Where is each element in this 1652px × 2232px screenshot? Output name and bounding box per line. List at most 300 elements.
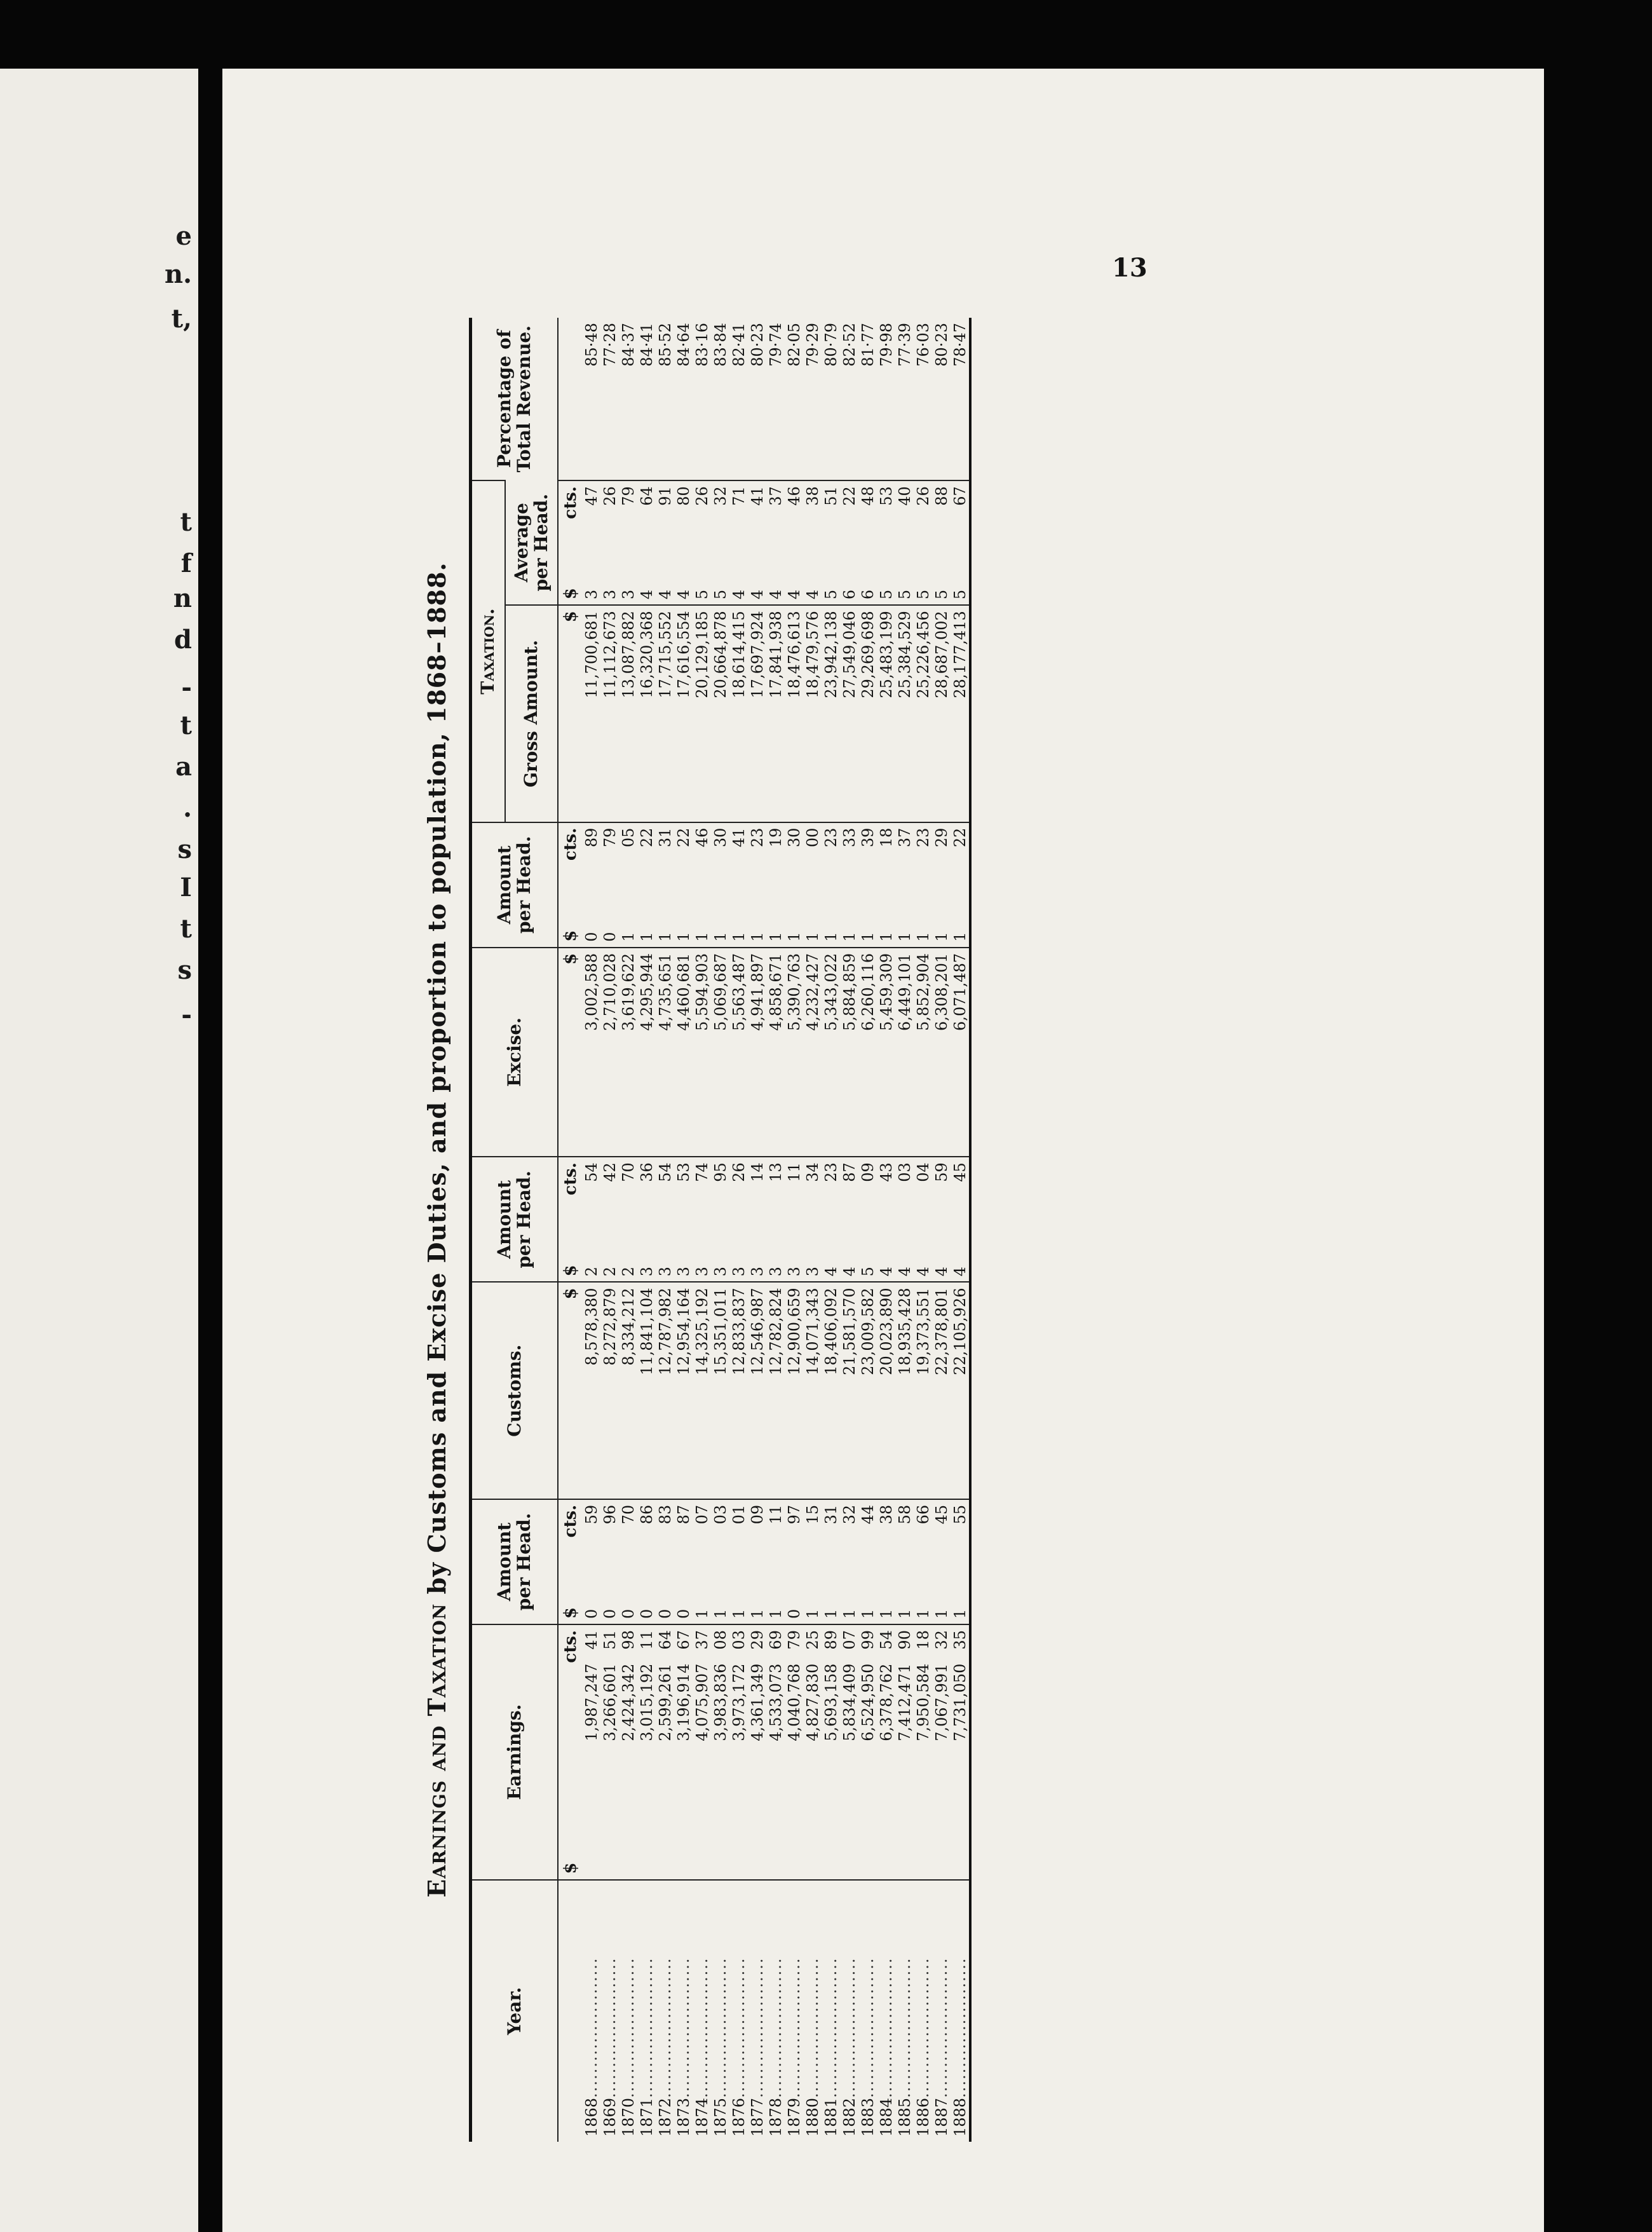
cell-gross-amount: 20,664,878 xyxy=(711,605,729,822)
dollars-value: 0 xyxy=(582,932,600,942)
table-row xyxy=(766,318,785,2142)
cell-earnings-per-head xyxy=(600,1499,619,1624)
table-row xyxy=(877,318,895,2142)
cents-value: 54 xyxy=(877,1630,895,1650)
table-row xyxy=(840,318,858,2142)
cell-excise-per-head xyxy=(711,822,729,948)
dollars-value: 1 xyxy=(748,932,766,942)
cents-value: 66 xyxy=(914,1504,932,1525)
cell-percentage: 85·48 xyxy=(582,323,600,367)
cell-customs-per-head xyxy=(619,1157,637,1282)
cell-excise-per-head xyxy=(637,822,656,948)
units-earnings xyxy=(558,1624,582,1880)
table-row xyxy=(858,318,877,2142)
cents-value: 37 xyxy=(766,486,785,506)
cell-earnings xyxy=(748,1624,766,1880)
table-row xyxy=(895,318,914,2142)
leader-dots: ....................... xyxy=(582,1957,600,2098)
units-gross xyxy=(558,605,582,822)
cell-customs: 12,787,982 xyxy=(656,1282,674,1499)
dollars-value: 3 xyxy=(582,589,600,600)
cell-percentage: 76·03 xyxy=(914,323,932,367)
dollars-value: 7,412,471 xyxy=(895,1663,914,1741)
dollars-value: 1 xyxy=(932,1609,951,1619)
cell-customs: 14,325,192 xyxy=(693,1282,711,1499)
cents-value: 37 xyxy=(895,827,914,848)
cell-year xyxy=(582,1880,600,2142)
cell-customs: 11,841,104 xyxy=(637,1282,656,1499)
year-value: 1878 xyxy=(766,2097,785,2137)
dollars-value: 2,599,261 xyxy=(656,1663,674,1741)
cell-average-per-head xyxy=(785,480,803,605)
cell-gross-amount: 11,112,673 xyxy=(600,605,619,822)
cell-percentage: 84·41 xyxy=(637,323,656,367)
dollars-value: 3 xyxy=(785,1267,803,1277)
cell-customs: 12,546,987 xyxy=(748,1282,766,1499)
cents-value: 99 xyxy=(858,1630,877,1650)
cell-earnings-per-head xyxy=(895,1499,914,1624)
cents-value: 03 xyxy=(895,1162,914,1182)
units-aph xyxy=(558,480,582,605)
cell-percentage: 79·29 xyxy=(803,323,822,367)
dollars-value: 5,834,409 xyxy=(840,1663,858,1741)
cell-customs-per-head xyxy=(600,1157,619,1282)
units-dollar: $ xyxy=(560,1288,580,1300)
cents-value: 48 xyxy=(858,486,877,506)
year-value: 1871 xyxy=(637,2097,656,2137)
cents-value: 54 xyxy=(582,1162,600,1182)
cell-customs: 8,334,212 xyxy=(619,1282,637,1499)
cents-value: 09 xyxy=(748,1504,766,1525)
cents-value: 18 xyxy=(877,827,895,848)
cell-gross-amount: 29,269,698 xyxy=(858,605,877,822)
cell-earnings xyxy=(840,1624,858,1880)
cell-customs-per-head xyxy=(840,1157,858,1282)
cell-average-per-head xyxy=(840,480,858,605)
cell-excise: 6,449,101 xyxy=(895,948,914,1157)
cell-earnings-per-head xyxy=(822,1499,840,1624)
dollars-value: 2 xyxy=(582,1267,600,1277)
dollars-value: 3 xyxy=(619,589,637,600)
cell-earnings xyxy=(711,1624,729,1880)
cell-year xyxy=(637,1880,656,2142)
cell-customs-per-head xyxy=(766,1157,785,1282)
dollars-value: 4 xyxy=(932,1267,951,1277)
left-margin-char: n. xyxy=(164,259,192,289)
header-excise-per-head: Amount per Head. xyxy=(471,822,559,948)
left-page-text-edge xyxy=(0,69,198,2232)
left-margin-char: t, xyxy=(171,304,192,334)
cell-excise: 4,735,651 xyxy=(656,948,674,1157)
cents-value: 40 xyxy=(895,486,914,506)
units-year xyxy=(558,1880,582,2142)
cents-value: 35 xyxy=(951,1630,969,1650)
cell-percentage: 82·52 xyxy=(840,323,858,367)
cell-percentage: 79·98 xyxy=(877,323,895,367)
cell-customs: 14,071,343 xyxy=(803,1282,822,1499)
leader-dots: ....................... xyxy=(822,1957,840,2098)
cell-customs-per-head xyxy=(951,1157,970,1282)
cents-value: 30 xyxy=(785,827,803,848)
cents-value: 46 xyxy=(693,827,711,848)
dollars-value: 1 xyxy=(877,1609,895,1619)
leader-dots: ....................... xyxy=(656,1957,674,2098)
left-margin-char: s xyxy=(177,834,192,864)
cents-value: 00 xyxy=(803,827,822,848)
cell-gross-amount: 28,687,002 xyxy=(932,605,951,822)
cell-customs-per-head xyxy=(674,1157,693,1282)
page-number: 13 xyxy=(1112,253,1148,283)
units-dollar: $ xyxy=(560,588,580,600)
cents-value: 96 xyxy=(600,1504,619,1525)
dollars-value: 1 xyxy=(766,932,785,942)
dollars-value: 1 xyxy=(729,1609,748,1619)
dollars-value: 3 xyxy=(729,1267,748,1277)
left-margin-char: f xyxy=(180,548,192,578)
units-cents: cts. xyxy=(560,1162,580,1195)
dollars-value: 1 xyxy=(951,932,969,942)
cell-excise: 5,852,904 xyxy=(914,948,932,1157)
cell-percentage: 84·64 xyxy=(674,323,693,367)
dollars-value: 1 xyxy=(822,932,840,942)
cell-excise: 5,563,487 xyxy=(729,948,748,1157)
year-value: 1874 xyxy=(693,2097,711,2137)
cell-average-per-head xyxy=(951,480,970,605)
cell-excise: 4,295,944 xyxy=(637,948,656,1157)
cell-customs-per-head xyxy=(858,1157,877,1282)
dollars-value: 5 xyxy=(822,589,840,600)
cell-earnings xyxy=(822,1624,840,1880)
cell-year xyxy=(803,1880,822,2142)
cents-value: 53 xyxy=(877,486,895,506)
year-value: 1868 xyxy=(582,2097,600,2137)
units-cents: cts. xyxy=(560,1630,580,1663)
header-percentage: Percentage of Total Revenue. xyxy=(471,318,559,480)
cents-value: 97 xyxy=(785,1504,803,1525)
cents-value: 70 xyxy=(619,1504,637,1525)
cents-value: 45 xyxy=(932,1504,951,1525)
dollars-value: 4 xyxy=(637,589,656,600)
cell-excise-per-head xyxy=(858,822,877,948)
cents-value: 37 xyxy=(693,1630,711,1650)
dollars-value: 3 xyxy=(748,1267,766,1277)
units-dollar: $ xyxy=(560,953,580,965)
dollars-value: 4,827,830 xyxy=(803,1663,822,1741)
dollars-value: 1 xyxy=(803,1609,822,1619)
cell-customs: 8,272,879 xyxy=(600,1282,619,1499)
units-xph xyxy=(558,822,582,948)
dollars-value: 5 xyxy=(877,589,895,600)
cell-earnings-per-head xyxy=(840,1499,858,1624)
cell-gross-amount: 20,129,185 xyxy=(693,605,711,822)
dollars-value: 3 xyxy=(711,1267,729,1277)
dollars-value: 4 xyxy=(674,589,693,600)
cents-value: 01 xyxy=(729,1504,748,1525)
cents-value: 89 xyxy=(822,1630,840,1650)
dollars-value: 1 xyxy=(693,932,711,942)
cell-gross-amount: 17,841,938 xyxy=(766,605,785,822)
left-margin-char: . xyxy=(183,793,192,823)
cell-average-per-head xyxy=(729,480,748,605)
cell-excise-per-head xyxy=(674,822,693,948)
cell-earnings xyxy=(600,1624,619,1880)
cents-value: 41 xyxy=(748,486,766,506)
cell-year xyxy=(748,1880,766,2142)
cents-value: 03 xyxy=(711,1504,729,1525)
cents-value: 07 xyxy=(693,1504,711,1525)
year-value: 1886 xyxy=(914,2097,932,2137)
cents-value: 79 xyxy=(785,1630,803,1650)
year-value: 1888 xyxy=(951,2097,969,2137)
units-customs xyxy=(558,1282,582,1499)
cell-customs: 18,406,092 xyxy=(822,1282,840,1499)
dollars-value: 3 xyxy=(803,1267,822,1277)
table-row xyxy=(711,318,729,2142)
table-row xyxy=(600,318,619,2142)
cents-value: 22 xyxy=(951,827,969,848)
cell-percentage: 79·74 xyxy=(766,323,785,367)
dollars-value: 1 xyxy=(877,932,895,942)
cell-customs-per-head xyxy=(693,1157,711,1282)
cell-year xyxy=(711,1880,729,2142)
dollars-value: 1 xyxy=(656,932,674,942)
year-value: 1869 xyxy=(600,2097,619,2137)
cents-value: 79 xyxy=(600,827,619,848)
cell-earnings-per-head xyxy=(932,1499,951,1624)
cents-value: 19 xyxy=(766,827,785,848)
header-year: Year. xyxy=(471,1880,559,2142)
dollars-value: 3 xyxy=(693,1267,711,1277)
cell-excise: 5,343,022 xyxy=(822,948,840,1157)
cents-value: 51 xyxy=(600,1630,619,1650)
cell-average-per-head xyxy=(914,480,932,605)
cell-gross-amount: 25,384,529 xyxy=(895,605,914,822)
cents-value: 32 xyxy=(711,486,729,506)
leader-dots: ....................... xyxy=(729,1957,748,2098)
cell-earnings xyxy=(674,1624,693,1880)
cell-customs: 19,373,551 xyxy=(914,1282,932,1499)
cell-year xyxy=(914,1880,932,2142)
cell-gross-amount: 16,320,368 xyxy=(637,605,656,822)
cents-value: 34 xyxy=(803,1162,822,1182)
cell-average-per-head xyxy=(656,480,674,605)
cell-customs-per-head xyxy=(729,1157,748,1282)
cell-year xyxy=(822,1880,840,2142)
dollars-value: 6 xyxy=(840,589,858,600)
leader-dots: ....................... xyxy=(637,1957,656,2098)
cents-value: 42 xyxy=(600,1162,619,1182)
leader-dots: ....................... xyxy=(932,1957,951,2098)
cell-earnings-per-head xyxy=(674,1499,693,1624)
leader-dots: ....................... xyxy=(711,1957,729,2098)
cell-excise-per-head xyxy=(803,822,822,948)
cell-year xyxy=(766,1880,785,2142)
leader-dots: ....................... xyxy=(914,1957,932,2098)
left-margin-char: n xyxy=(173,583,192,613)
dollars-value: 6,524,950 xyxy=(858,1663,877,1741)
cents-value: 79 xyxy=(619,486,637,506)
dollars-value: 5 xyxy=(711,589,729,600)
dollars-value: 0 xyxy=(600,1609,619,1619)
year-value: 1885 xyxy=(895,2097,914,2137)
leader-dots: ....................... xyxy=(895,1957,914,2098)
cell-average-per-head xyxy=(674,480,693,605)
cell-percentage: 80·23 xyxy=(932,323,951,367)
units-dollar: $ xyxy=(560,1862,580,1874)
cell-customs-per-head xyxy=(895,1157,914,1282)
year-value: 1873 xyxy=(674,2097,693,2137)
table-row xyxy=(803,318,822,2142)
cell-excise-per-head xyxy=(748,822,766,948)
dollars-value: 0 xyxy=(674,1609,693,1619)
leader-dots: ....................... xyxy=(600,1957,619,2098)
rotated-table-block xyxy=(423,318,1217,2142)
dollars-value: 0 xyxy=(600,932,619,942)
units-eph xyxy=(558,1499,582,1624)
dollars-value: 4 xyxy=(803,589,822,600)
cell-earnings-per-head xyxy=(766,1499,785,1624)
dollars-value: 1 xyxy=(914,1609,932,1619)
cell-average-per-head xyxy=(895,480,914,605)
cell-percentage: 77·28 xyxy=(600,323,619,367)
left-margin-char: - xyxy=(181,1000,192,1030)
cents-value: 51 xyxy=(822,486,840,506)
cents-value: 18 xyxy=(914,1630,932,1650)
cell-earnings-per-head xyxy=(729,1499,748,1624)
leader-dots: ....................... xyxy=(840,1957,858,2098)
cents-value: 71 xyxy=(729,486,748,506)
dollars-value: 5 xyxy=(914,589,932,600)
left-margin-char: d xyxy=(174,625,192,655)
cents-value: 32 xyxy=(932,1630,951,1650)
table-title-prefix: Earnings and Taxation xyxy=(423,1603,451,1898)
cell-earnings xyxy=(693,1624,711,1880)
dollars-value: 1 xyxy=(951,1609,969,1619)
cell-year xyxy=(729,1880,748,2142)
cents-value: 11 xyxy=(785,1162,803,1182)
cents-value: 43 xyxy=(877,1162,895,1182)
dollars-value: 5,693,158 xyxy=(822,1663,840,1741)
cents-value: 38 xyxy=(877,1504,895,1525)
cents-value: 69 xyxy=(766,1630,785,1650)
cents-value: 32 xyxy=(840,1504,858,1525)
cell-gross-amount: 17,715,552 xyxy=(656,605,674,822)
dollars-value: 5 xyxy=(895,589,914,600)
header-gross-amount: Gross Amount. xyxy=(505,605,559,822)
cell-gross-amount: 18,479,576 xyxy=(803,605,822,822)
cell-percentage: 82·41 xyxy=(729,323,748,367)
cents-value: 08 xyxy=(711,1630,729,1650)
cell-earnings xyxy=(766,1624,785,1880)
cell-average-per-head xyxy=(766,480,785,605)
cents-value: 30 xyxy=(711,827,729,848)
cell-percentage: 82·05 xyxy=(785,323,803,367)
cell-earnings xyxy=(932,1624,951,1880)
cell-earnings-per-head xyxy=(619,1499,637,1624)
cell-excise-per-head xyxy=(656,822,674,948)
cell-earnings xyxy=(582,1624,600,1880)
dollars-value: 3 xyxy=(656,1267,674,1277)
cents-value: 87 xyxy=(674,1504,693,1525)
header-row-1 xyxy=(471,318,505,2142)
year-value: 1883 xyxy=(858,2097,877,2137)
cell-earnings-per-head xyxy=(858,1499,877,1624)
dollars-value: 1 xyxy=(840,1609,858,1619)
cents-value: 44 xyxy=(858,1504,877,1525)
cell-customs: 18,935,428 xyxy=(895,1282,914,1499)
cents-value: 23 xyxy=(822,827,840,848)
cell-excise: 4,460,681 xyxy=(674,948,693,1157)
units-row xyxy=(558,318,582,2142)
year-value: 1880 xyxy=(803,2097,822,2137)
units-dollar: $ xyxy=(560,1265,580,1277)
cell-customs-per-head xyxy=(711,1157,729,1282)
leader-dots: ....................... xyxy=(877,1957,895,2098)
cell-average-per-head xyxy=(693,480,711,605)
year-value: 1875 xyxy=(711,2097,729,2137)
cell-percentage: 83·16 xyxy=(693,323,711,367)
cents-value: 54 xyxy=(656,1162,674,1182)
cell-earnings-per-head xyxy=(582,1499,600,1624)
dollars-value: 3 xyxy=(600,589,619,600)
cell-customs-per-head xyxy=(748,1157,766,1282)
year-value: 1884 xyxy=(877,2097,895,2137)
cell-year xyxy=(600,1880,619,2142)
cents-value: 26 xyxy=(600,486,619,506)
cents-value: 22 xyxy=(637,827,656,848)
cell-average-per-head xyxy=(858,480,877,605)
cents-value: 07 xyxy=(840,1630,858,1650)
cell-customs: 20,023,890 xyxy=(877,1282,895,1499)
cents-value: 67 xyxy=(951,486,969,506)
cell-earnings xyxy=(619,1624,637,1880)
cents-value: 36 xyxy=(637,1162,656,1182)
cell-excise-per-head xyxy=(729,822,748,948)
left-margin-char: t xyxy=(180,914,192,944)
leader-dots: ....................... xyxy=(693,1957,711,2098)
cents-value: 41 xyxy=(582,1630,600,1650)
cell-average-per-head xyxy=(748,480,766,605)
cell-gross-amount: 13,087,882 xyxy=(619,605,637,822)
dollars-value: 1 xyxy=(711,932,729,942)
dollars-value: 4 xyxy=(656,589,674,600)
cell-earnings xyxy=(951,1624,970,1880)
cell-average-per-head xyxy=(877,480,895,605)
cents-value: 14 xyxy=(748,1162,766,1182)
table-row xyxy=(932,318,951,2142)
table-row xyxy=(748,318,766,2142)
cents-value: 29 xyxy=(932,827,951,848)
dollars-value: 4 xyxy=(914,1267,932,1277)
cell-excise-per-head xyxy=(619,822,637,948)
left-margin-char: e xyxy=(175,221,192,251)
cell-excise-per-head xyxy=(766,822,785,948)
cell-percentage: 80·79 xyxy=(822,323,840,367)
cell-excise: 4,941,897 xyxy=(748,948,766,1157)
cell-earnings-per-head xyxy=(951,1499,970,1624)
table-row xyxy=(822,318,840,2142)
year-value: 1876 xyxy=(729,2097,748,2137)
cents-value: 26 xyxy=(693,486,711,506)
dollars-value: 1,987,247 xyxy=(582,1663,600,1741)
dollars-value: 4 xyxy=(840,1267,858,1277)
cell-earnings-per-head xyxy=(693,1499,711,1624)
cell-customs: 8,578,380 xyxy=(582,1282,600,1499)
dollars-value: 7,067,991 xyxy=(932,1663,951,1741)
table-row xyxy=(729,318,748,2142)
cell-earnings xyxy=(729,1624,748,1880)
cell-gross-amount: 25,226,456 xyxy=(914,605,932,822)
